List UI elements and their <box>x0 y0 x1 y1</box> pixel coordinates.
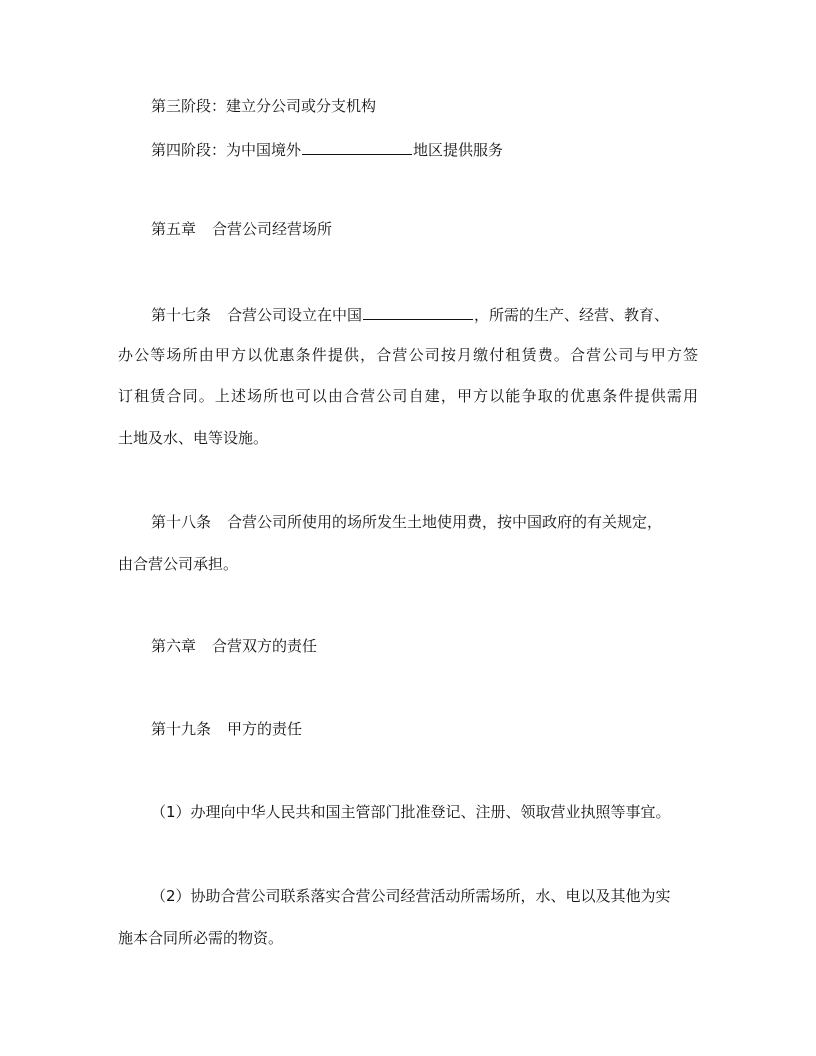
article-17-prefix: 合营公司设立在中国 <box>227 306 363 324</box>
item-2-line-2: 施本合同所必需的物资。 <box>118 929 284 947</box>
article-18-text: 合营公司所使用的场所发生土地使用费，按中国政府的有关规定， <box>227 513 663 531</box>
article-18-line-2: 由合营公司承担。 <box>118 555 239 573</box>
article-17-line-2 <box>118 345 698 365</box>
article-17-suffix: ，所需的生产、经营、教育、 <box>474 306 670 324</box>
stage-3-line: 第三阶段：建立分公司或分支机构 <box>151 97 377 115</box>
item-2-line-1: （2）协助合营公司联系落实合营公司经营活动所需场所，水、电以及其他为实 <box>151 887 671 905</box>
article-17-line-1 <box>151 304 669 325</box>
stage-4-prefix: 第四阶段：为中国境外 <box>151 141 302 159</box>
chapter-6-number: 第六章 <box>151 637 197 655</box>
article-17-number: 第十七条 <box>151 306 212 324</box>
stage-4-suffix: 地区提供服务 <box>413 141 504 159</box>
article-19-number: 第十九条 <box>151 720 212 738</box>
chapter-5-number: 第五章 <box>151 220 197 238</box>
article-17-line-3 <box>118 386 698 406</box>
chapter-6-heading <box>151 636 317 656</box>
article-17-line-3-text: 订租赁合同。上述场所也可以由合营公司自建，甲方以能争取的优惠条件提供需用 <box>118 387 698 405</box>
stage-4-line <box>151 139 503 160</box>
chapter-6-title: 合营双方的责任 <box>212 637 318 655</box>
article-18-line-1 <box>151 512 662 532</box>
chapter-5-title: 合营公司经营场所 <box>212 220 333 238</box>
article-17-line-2-text: 办公等场所由甲方以优惠条件提供，合营公司按月缴付租赁费。合营公司与甲方签 <box>118 346 698 364</box>
article-17-line-4: 土地及水、电等设施。 <box>118 429 269 447</box>
stage-4-blank[interactable] <box>302 139 412 155</box>
article-19-heading <box>151 719 302 739</box>
article-17-blank[interactable] <box>363 304 473 320</box>
article-19-title: 甲方的责任 <box>227 720 303 738</box>
item-1-line: （1）办理向中华人民共和国主管部门批准登记、注册、领取营业执照等事宜。 <box>151 803 671 821</box>
article-18-number: 第十八条 <box>151 513 212 531</box>
chapter-5-heading <box>151 219 332 239</box>
